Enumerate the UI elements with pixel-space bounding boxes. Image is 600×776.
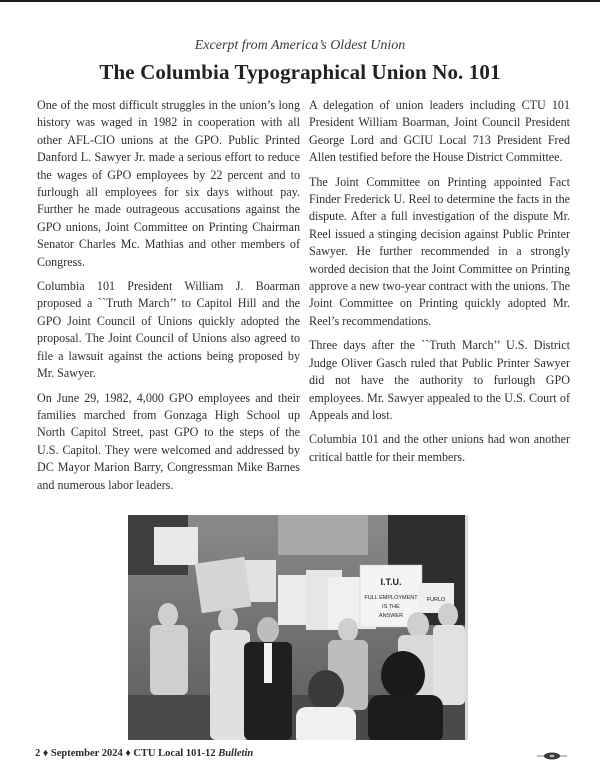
article-paragraph: One of the most difficult struggles in the union’s long history was waged in 1982 in cooperation with all other AFL-CIO unions at the GPO. Public Printed Danford L. Sawyer Jr. made a serious effort to reduce the wages of GPO employees by 22 percent and to furlough all employees for six days without pay. Further he made outrageous accusations against the GPO unions, Joint Committee on Printing Chairman Senator Charles Mc. Mathias and other members of Congress. [37,98,300,269]
footer-date: September 2024 [50,748,123,759]
footer-publication: Bulletin [218,748,254,759]
article-column-right [309,97,570,473]
top-rule [0,0,600,2]
furlough-sign-text: FURLO [426,597,446,603]
article-paragraph: The Joint Committee on Printing appointed Fact Finder Frederick U. Reel to determine the facts in the dispute. After a full investigation of the dispute Mr. Reel issued a stinging decision against Public Printer Sawyer. He further recommended in a strongly worded decision that the Joint Committee on Printing approve a new two-year contract with the unions. The Joint Committee on Printing quickly adopted Mr. Reel’s recommendations. [309,174,570,328]
article-kicker: Excerpt from America’s Oldest Union [194,38,406,53]
article-column-left [37,97,300,501]
printer-ornament-icon [537,751,567,761]
building-shape [278,515,368,555]
article-paragraph: A delegation of union leaders including CTU 101 President William Boarman, Joint Council President George Lord and GCIU Local 713 President Fred Allen testified before the House District Committee. [309,98,570,165]
footer-separator: ♦ [125,748,131,759]
article-paragraph: Three days after the ``Truth March’’ U.S. District Judge Oliver Gasch ruled that Public Printer Sawyer did not have the authority to furlough GPO employees. Mr. Sawyer appealed to the U.S. Court of Appeals and lost. [309,338,570,422]
itu-sign-title: I.T.U. [380,577,402,587]
march-photo-illustration [128,515,465,740]
article-paragraph: On June 29, 1982, 4,000 GPO employees and their families marched from Gonzaga High School up North Capitol Street, past GPO to the steps of the U.S. Capitol. They were welcomed and addressed by DC Mayor Marion Barry, Congressman Mike Barnes and numerous labor leaders. [37,390,300,492]
itu-sign-line: FULL EMPLOYMENT [364,595,418,601]
march-photo [128,515,468,740]
picket-sign [154,527,198,565]
picket-sign [195,557,251,613]
itu-sign-line: IS THE [382,604,400,610]
article-paragraph: Columbia 101 and the other unions had won another critical battle for their members. [309,432,570,464]
footer-local: CTU Local 101-12 [133,748,216,759]
article-paragraph: Columbia 101 President William J. Boarman proposed a ``Truth March’’ to Capitol Hill and the GPO Joint Council of Unions quickly adopted the proposal. The Joint Council of Unions also agreed to file a lawsuit against the actions being proposed by Mr. Sawyer. [37,279,300,381]
itu-sign-line: ANSWER [378,613,404,619]
page-footer [35,748,253,759]
footer-separator: ♦ [42,748,49,759]
footer-page-number: 2 [35,748,41,759]
article-title: The Columbia Typographical Union No. 101 [99,60,501,84]
